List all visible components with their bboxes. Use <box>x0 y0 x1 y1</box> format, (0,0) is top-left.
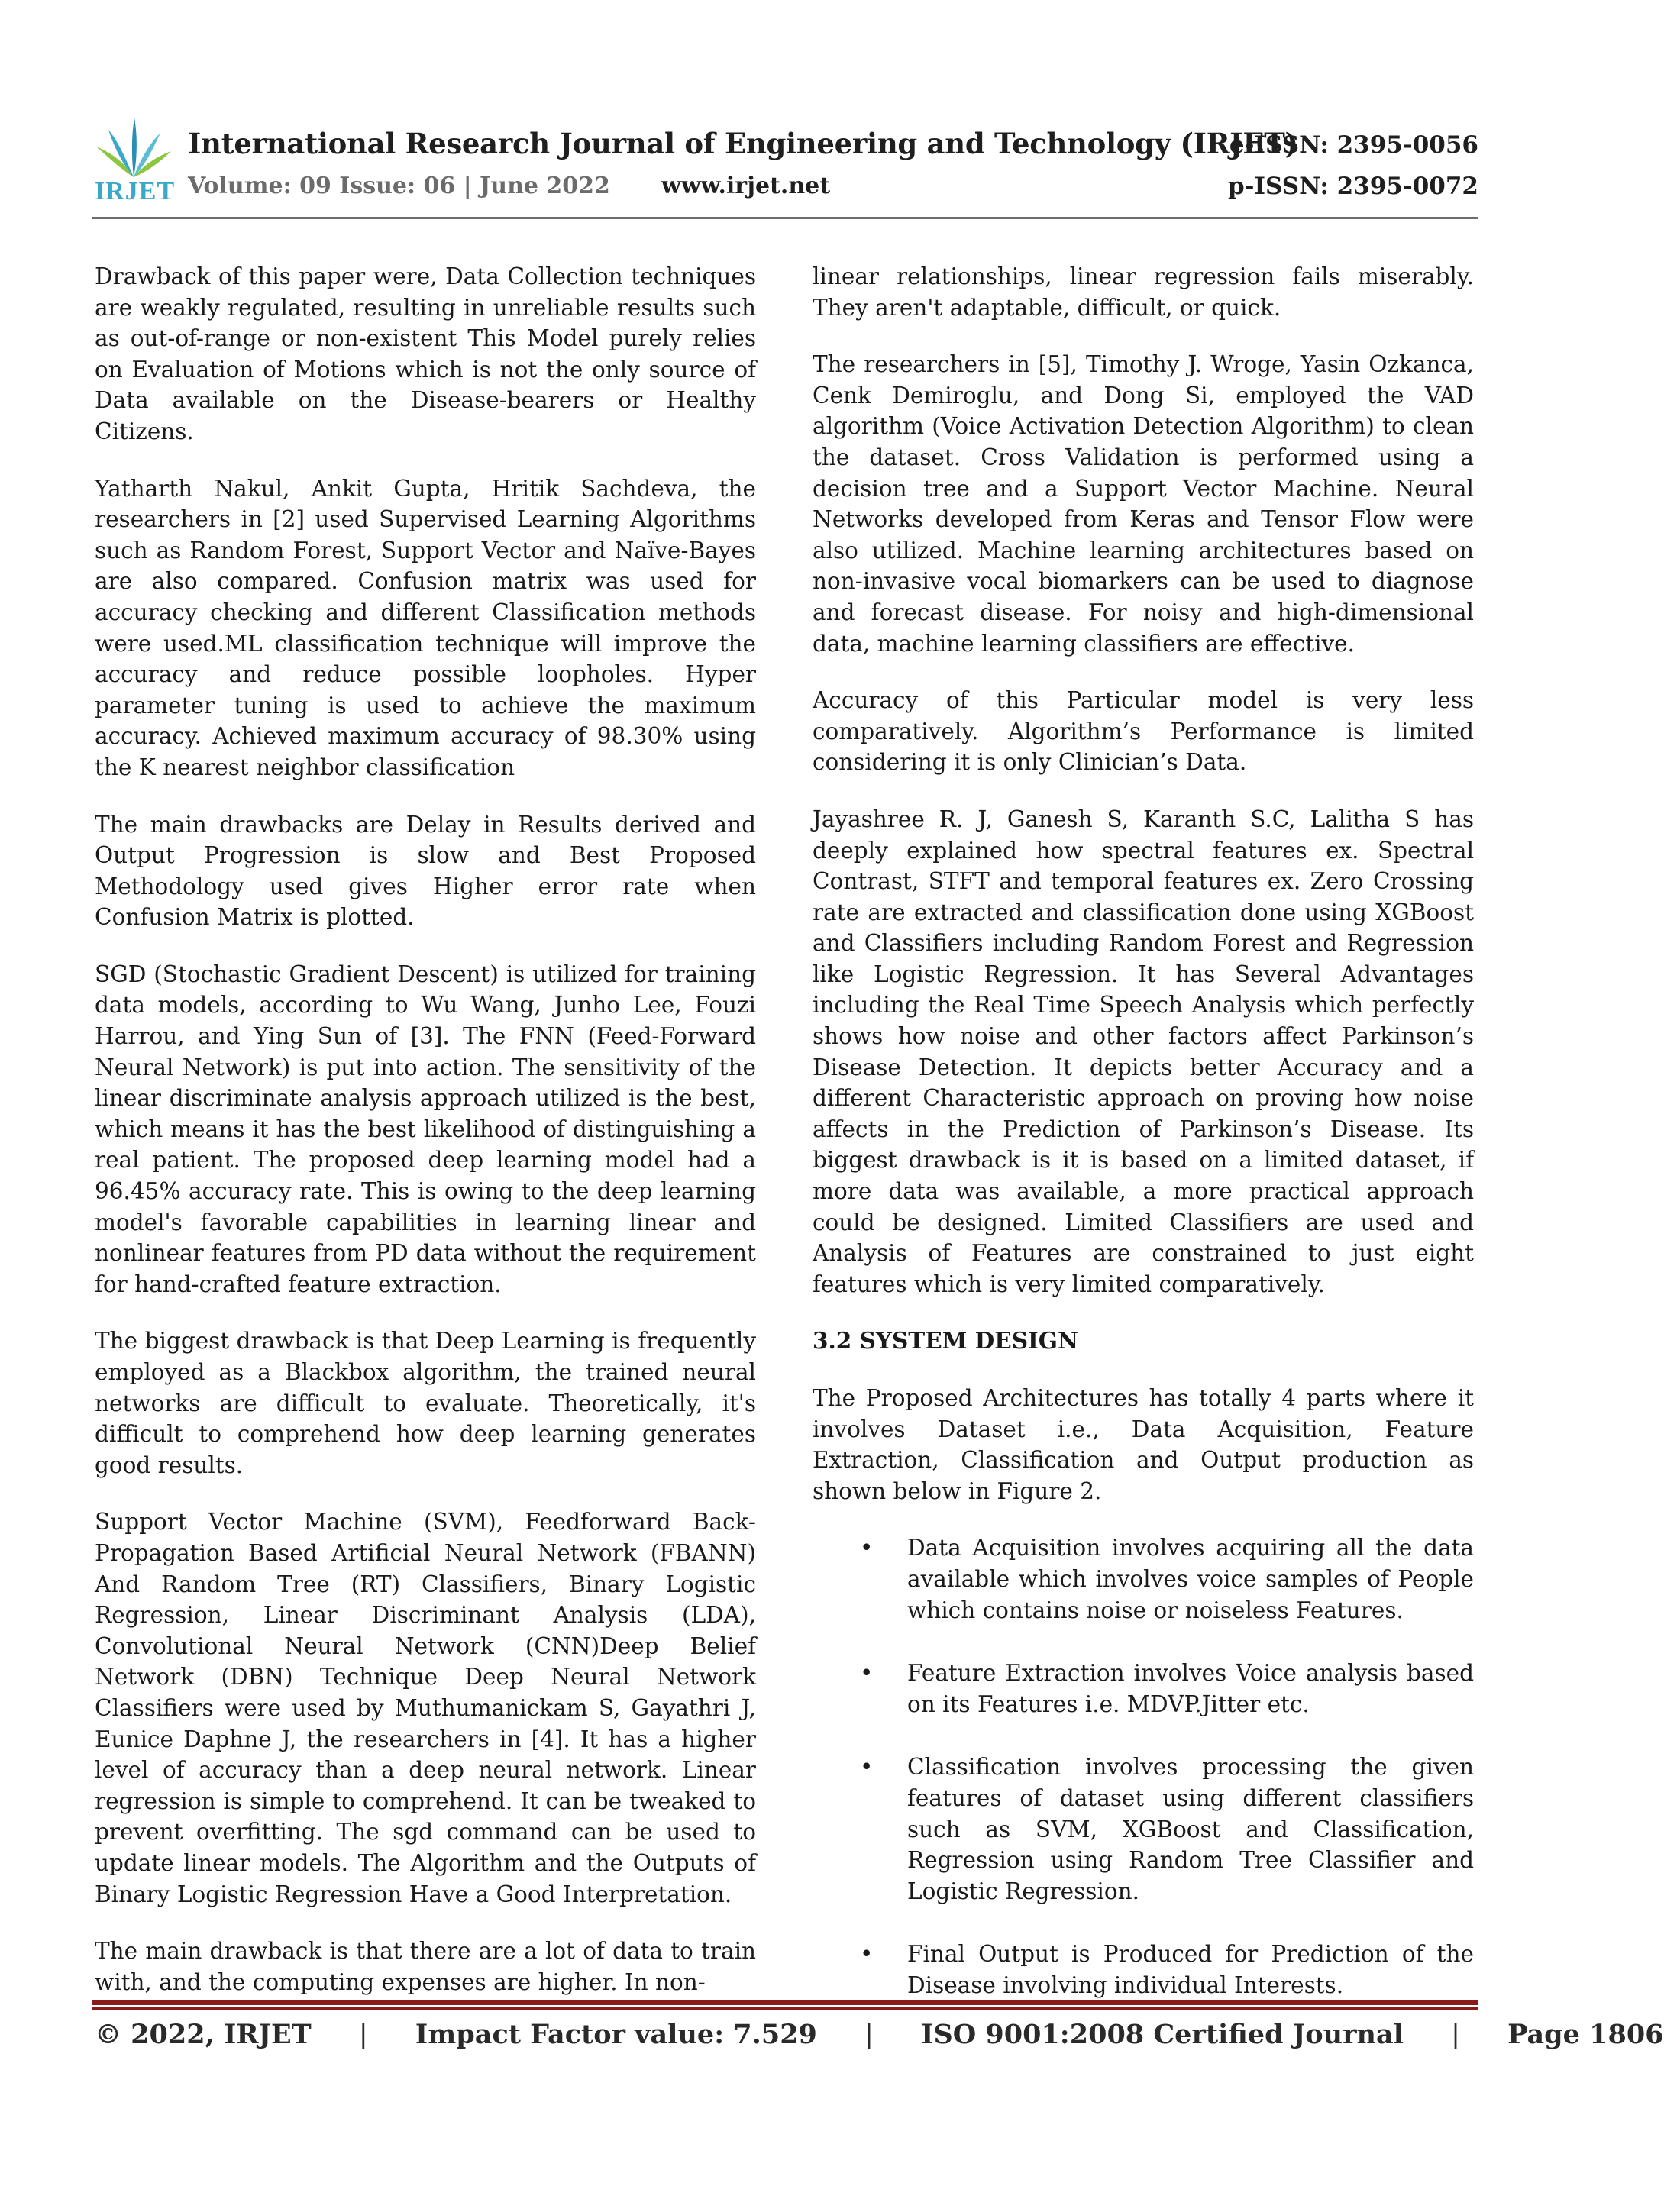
journal-title: International Research Journal of Engineering and Technology (IRJET) <box>188 127 1298 160</box>
paragraph: Drawback of this paper were, Data Collection techniques are weakly regulated, resulting in unreliable results such as out-of-range or non-existent This Model purely relies on Evaluation of Motions which is not the only source of Data available on the Disease-bearers or Healthy Citizens. <box>95 263 756 444</box>
paragraph: Support Vector Machine (SVM), Feedforward Back-Propagation Based Artificial Neural Network (FBANN) And Random Tree (RT) Classifiers, Binary Logistic Regression, Linear Discriminant Analysis (LDA), Convolutional Neural Network (CNN)Deep Belief Network (DBN) Technique Deep Neural Network Classifiers were used by Muthumanickam S, Gayathri J, Eunice Daphne J, the researchers in [4]. It has a higher level of accuracy than a deep neural network. Linear regression is simple to comprehend. It can be tweaked to prevent overfitting. The sgd command can be used to update linear models. The Algorithm and the Outputs of Binary Logistic Regression Have a Good Interpretation. <box>95 1509 756 1907</box>
left-column <box>95 261 756 1997</box>
list-item <box>813 1939 1474 2000</box>
logo-leaves-icon <box>92 113 176 179</box>
irjet-logo <box>92 113 176 203</box>
list-item-text: Feature Extraction involves Voice analysis based on its Features i.e. MDVP.Jitter etc. <box>907 1660 1474 1717</box>
paragraph: Accuracy of this Particular model is very less comparatively. Algorithm’s Performance is limited considering it is only Clinician’s Data. <box>813 687 1474 776</box>
footer-impact-factor: Impact Factor value: 7.529 <box>415 2019 817 2050</box>
journal-website: www.irjet.net <box>661 173 831 199</box>
list-item <box>813 1658 1474 1720</box>
header-divider <box>92 217 1478 219</box>
footer-divider-thin <box>92 2007 1478 2010</box>
logo-text: IRJET <box>95 177 176 205</box>
paragraph: The researchers in [5], Timothy J. Wroge, Yasin Ozkanca, Cenk Demiroglu, and Dong Si, employed the VAD algorithm (Voice Activation Detection Algorithm) to clean the dataset. Cross Validation is performed using a decision tree and a Support Vector Machine. Neural Networks developed from Keras and Tensor Flow were also utilized. Machine learning architectures based on non-invasive vocal biomarkers can be used to diagnose and forecast disease. For noisy and high-dimensional data, machine learning classifiers are effective. <box>813 351 1474 657</box>
volume-issue: Volume: 09 Issue: 06 | June 2022 <box>188 173 610 199</box>
e-issn: e-ISSN: 2395-0056 <box>1229 131 1478 159</box>
bullet-icon: • <box>860 1660 874 1687</box>
paragraph: SGD (Stochastic Gradient Descent) is utilized for training data models, according to Wu Wang, Junho Lee, Fouzi Harrou, and Ying Sun of [3]. The FNN (Feed-Forward Neural Network) is put into action. The sensitivity of the linear discriminate analysis approach utilized is the best, which means it has the best likelihood of distinguishing a real patient. The proposed deep learning model had a 96.45% accuracy rate. This is owing to the deep learning model's favorable capabilities in learning linear and nonlinear features from PD data without the requirement for hand-crafted feature extraction. <box>95 961 756 1297</box>
bullet-list <box>813 1532 1474 2000</box>
journal-header <box>92 113 1478 220</box>
footer-separator: | <box>864 2020 874 2050</box>
p-issn: p-ISSN: 2395-0072 <box>1227 173 1478 200</box>
section-heading: 3.2 SYSTEM DESIGN <box>813 1327 1078 1355</box>
footer-iso: ISO 9001:2008 Certified Journal <box>921 2019 1404 2050</box>
page-footer <box>95 2019 1664 2050</box>
bullet-icon: • <box>860 1941 874 1968</box>
footer-separator: | <box>358 2020 368 2050</box>
paragraph: Yatharth Nakul, Ankit Gupta, Hritik Sachdeva, the researchers in [2] used Supervised Learning Algorithms such as Random Forest, Support Vector and Naïve-Bayes are also compared. Confusion matrix was used for accuracy checking and different Classification methods were used.ML classification technique will improve the accuracy and reduce possible loopholes. Hyper parameter tuning is used to achieve the maximum accuracy. Achieved maximum accuracy of 98.30% using the K nearest neighbor classification <box>95 475 756 780</box>
paragraph: The main drawback is that there are a lot of data to train with, and the computing expenses are higher. In non- <box>95 1938 756 1995</box>
section-intro: The Proposed Architectures has totally 4 parts where it involves Dataset i.e., Data Acquisition, Feature Extraction, Classification and Output production as shown below in Figure 2. <box>813 1385 1474 1504</box>
list-item-text: Final Output is Produced for Prediction of the Disease involving individual Interests. <box>907 1941 1474 1998</box>
list-item-text: Classification involves processing the given features of dataset using different classifiers such as SVM, XGBoost and Classification, Regression using Random Tree Classifier and Logistic Regression. <box>907 1754 1474 1904</box>
list-item <box>813 1532 1474 1626</box>
paragraph: linear relationships, linear regression fails miserably. They aren't adaptable, difficult, or quick. <box>813 263 1474 321</box>
paragraph: Jayashree R. J, Ganesh S, Karanth S.C, Lalitha S has deeply explained how spectral features ex. Spectral Contrast, STFT and temporal features ex. Zero Crossing rate are extracted and classification done using XGBoost and Classifiers including Random Forest and Regression like Logistic Regression. It has Several Advantages including the Real Time Speech Analysis which perfectly shows how noise and other factors affect Parkinson’s Disease Detection. It depicts better Accuracy and a different Characteristic approach on proving how noise affects in the Prediction of Parkinson’s Disease. Its biggest drawback is it is based on a limited dataset, if more data was available, a more practical approach could be designed. Limited Classifiers are used and Analysis of Features are constrained to just eight features which is very limited comparatively. <box>813 806 1474 1297</box>
list-item-text: Data Acquisition involves acquiring all the data available which involves voice samples of People which contains noise or noiseless Features. <box>907 1535 1474 1623</box>
bullet-icon: • <box>860 1535 874 1561</box>
footer-copyright: © 2022, IRJET <box>95 2019 312 2050</box>
footer-divider <box>92 2000 1478 2005</box>
paragraph: The biggest drawback is that Deep Learning is frequently employed as a Blackbox algorithm, the trained neural networks are difficult to evaluate. Theoretically, it's difficult to comprehend how deep learning generates good results. <box>95 1328 756 1478</box>
paragraph: The main drawbacks are Delay in Results derived and Output Progression is slow and Best Proposed Methodology used gives Higher error rate when Confusion Matrix is plotted. <box>95 811 756 931</box>
list-item <box>813 1752 1474 1907</box>
footer-page-number: Page 1806 <box>1507 2019 1664 2050</box>
right-column <box>813 261 1474 2033</box>
footer-separator: | <box>1451 2020 1460 2050</box>
bullet-icon: • <box>860 1754 874 1781</box>
